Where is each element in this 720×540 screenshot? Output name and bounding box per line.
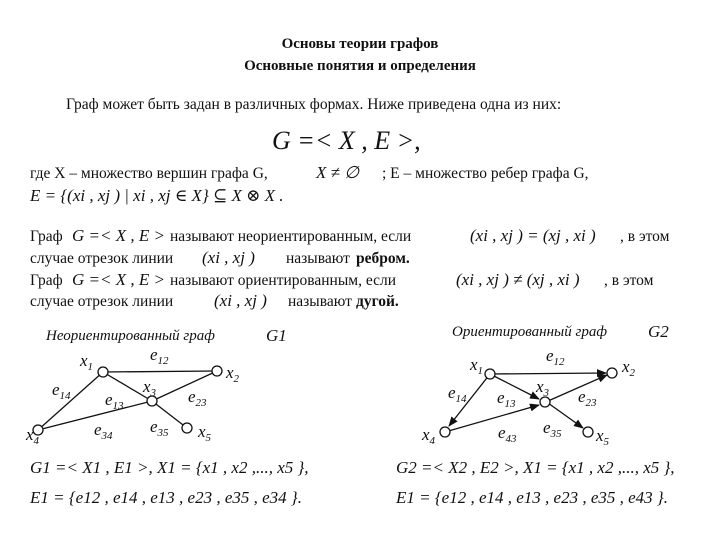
- graph2-label-x3: $x_3$: [536, 377, 550, 399]
- graph2-formula-line2: E1 = {e12 , e14 , e13 , e23 , e35 , e43 }.: [396, 488, 668, 507]
- graph2-title: Ориентированный граф: [452, 324, 607, 340]
- def-line3-text: называют ориентированным, если: [170, 272, 396, 289]
- graph1-label-e12: $e_{12}$: [150, 345, 169, 367]
- graph1-label-x4: $x_4$: [26, 425, 40, 447]
- main-formula: G =< X , E >,: [272, 126, 421, 155]
- e-text: ; E – множество ребер графа G,: [382, 165, 589, 182]
- graph2-label-e14: $e_{14}$: [448, 383, 467, 405]
- graph2-label-e35: $e_{35}$: [543, 418, 562, 440]
- graph1-label-e13: $e_{13}$: [105, 390, 124, 412]
- graph1-vertex-x1: [98, 367, 108, 377]
- graph2-label-x2: $x_2$: [622, 357, 636, 379]
- graph1-label-e35: $e_{35}$: [150, 417, 169, 439]
- graph1-edge-e23: [152, 371, 217, 401]
- graph2-formula-line1: G2 =< X2 , E2 >, X1 = {x1 , x2 ,..., x5 },: [396, 458, 675, 477]
- x-not-empty-formula: X ≠ ∅: [316, 163, 360, 182]
- graph1-vertex-x5: [182, 423, 192, 433]
- graph2-label-e43: $e_{43}$: [498, 423, 517, 445]
- graph1-label-x1: $x_1$: [80, 351, 94, 373]
- graph2-label-e12: $e_{12}$: [546, 346, 565, 368]
- graph1-label-x3: $x_3$: [143, 377, 157, 399]
- graph2-vertex-x2: [607, 368, 617, 378]
- graph2-name: G2: [648, 322, 669, 341]
- page-title: Основы теории графов: [281, 36, 439, 52]
- graph1-label-e14: $e_{14}$: [52, 380, 71, 402]
- arc-word: дугой.: [356, 293, 399, 310]
- def-line1-text: называют неориентированным, если: [170, 228, 412, 245]
- graph1-vertex-x4: [33, 425, 43, 435]
- def-line1-tail: , в этом: [620, 228, 670, 245]
- edge-word: ребром.: [356, 250, 410, 267]
- where-text: где X – множество вершин графа G,: [30, 165, 268, 182]
- graph1-edge-e12: [103, 371, 217, 372]
- graph2-label-e23: $e_{23}$: [578, 387, 597, 409]
- graph1-vertex-x2: [212, 366, 222, 376]
- def-line4-called: называют: [288, 293, 352, 310]
- e-formula: E = {(xi , xj ) | xi , xj ∈ X} ⊆ X ⊗ X .: [30, 186, 284, 205]
- graph2-vertex-x5: [583, 427, 593, 437]
- graph2-label-e13: $e_{13}$: [497, 388, 516, 410]
- graph1-label-x5: $x_5$: [198, 422, 212, 444]
- graph2-edge-e43: [445, 405, 539, 432]
- graph2-label-x4: $x_4$: [422, 425, 436, 447]
- graph2-edge-e35: [548, 403, 583, 428]
- graph1-label-e34: $e_{34}$: [94, 420, 113, 442]
- graph2-vertex-x1: [485, 369, 495, 379]
- def-line3-tail: , в этом: [604, 272, 654, 289]
- def-line1-formula: G =< X , E >: [72, 226, 165, 245]
- graph1-formula-line1: G1 =< X1 , E1 >, X1 = {x1 , x2 ,..., x5 },: [30, 458, 309, 477]
- graph1-name: G1: [266, 326, 287, 345]
- def-line2-text: случае отрезок линии: [30, 250, 174, 267]
- directed-condition: (xi , xj ) ≠ (xj , xi ): [456, 270, 580, 289]
- def-line3-formula: G =< X , E >: [72, 270, 165, 289]
- graph2-vertex-x4: [440, 427, 450, 437]
- undirected-condition: (xi , xj ) = (xj , xi ): [470, 226, 596, 245]
- def-line1-graph: Граф: [30, 228, 63, 245]
- def-line3-graph: Граф: [30, 272, 63, 289]
- graph1-title: Неориентированный граф: [46, 328, 215, 344]
- graph1-formula-line2: E1 = {e12 , e14 , e13 , e23 , e35 , e34 }.: [30, 488, 302, 507]
- graph2-label-x5: $x_5$: [596, 426, 610, 448]
- def-line4-text: случае отрезок линии: [30, 293, 174, 310]
- graph1-label-e23: $e_{23}$: [188, 387, 207, 409]
- def-line4-pair: (xi , xj ): [214, 291, 267, 310]
- graph2-edge-e12: [490, 373, 606, 374]
- page-subtitle: Основные понятия и определения: [244, 58, 476, 74]
- def-line2-pair: (xi , xj ): [202, 248, 255, 267]
- graph1-label-x2: $x_2$: [226, 363, 240, 385]
- def-line2-called: называют: [286, 250, 350, 267]
- graph2-label-x1: $x_1$: [470, 355, 484, 377]
- intro-text: Граф может быть задан в различных формах. Ниже приведена одна из них:: [66, 96, 562, 113]
